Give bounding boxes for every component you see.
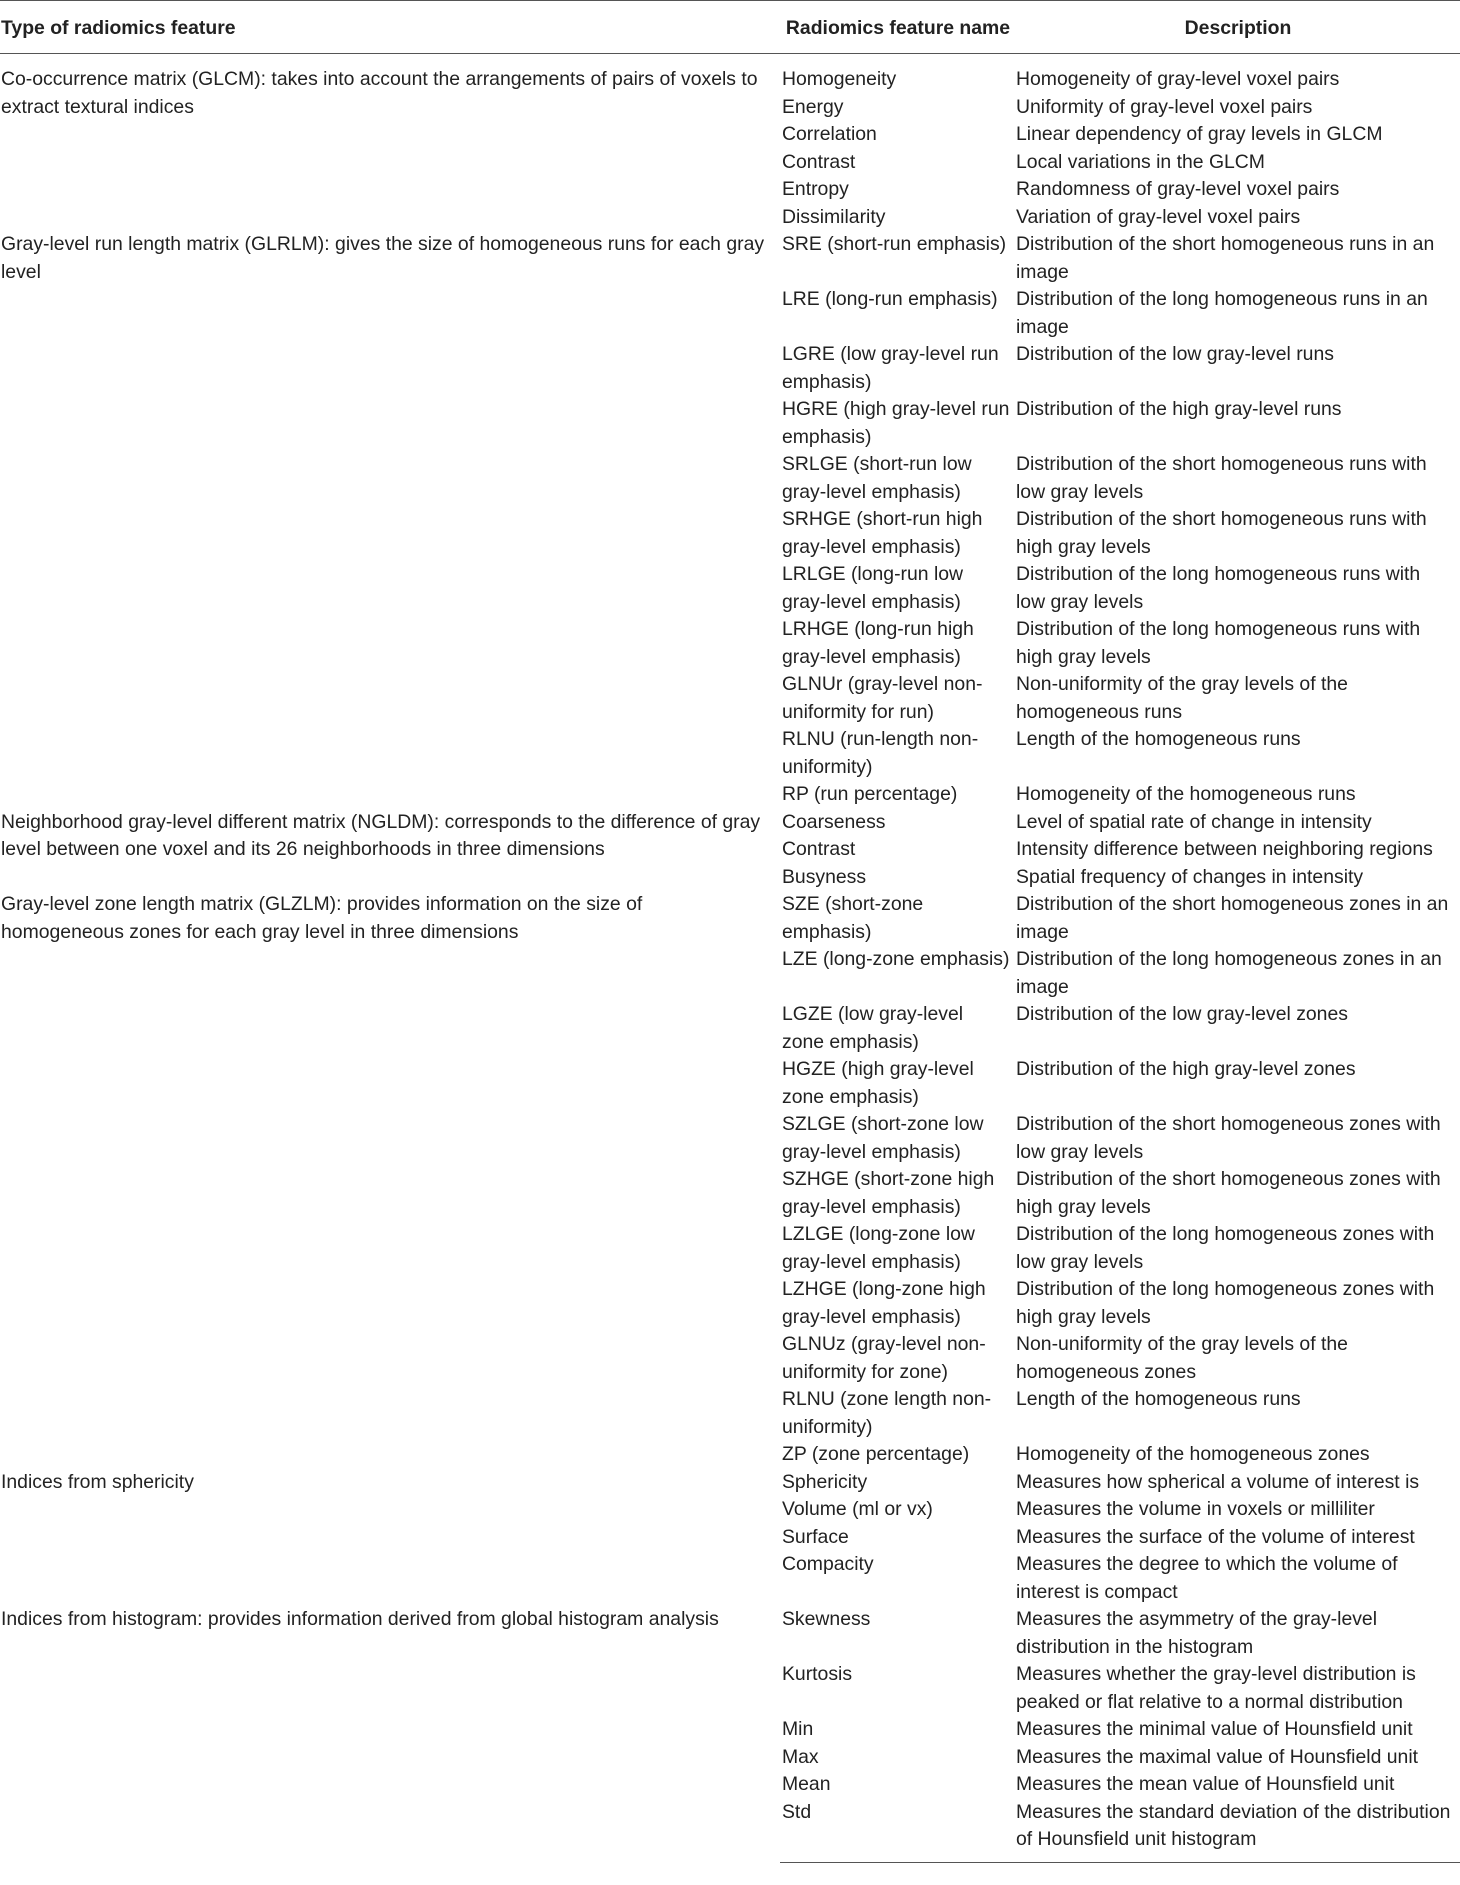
- table-row: [0, 54, 1460, 94]
- feature-name-cell: RLNU (run-length non-uniformity): [782, 728, 979, 778]
- feature-description-cell: Distribution of the short homogeneous runs with high gray levels: [1016, 508, 1427, 558]
- table-row: [0, 1606, 1460, 1661]
- feature-name-cell: LZE (long-zone emphasis): [782, 948, 1010, 970]
- feature-name-cell: Correlation: [782, 123, 877, 145]
- feature-description-cell: Variation of gray-level voxel pairs: [1016, 205, 1301, 228]
- feature-description-cell: Level of spatial rate of change in intensity: [1016, 810, 1372, 833]
- feature-description-cell: Non-uniformity of the gray levels of the homogeneous zones: [1016, 1333, 1348, 1383]
- feature-name-cell: Max: [782, 1745, 819, 1768]
- feature-description-cell: Length of the homogeneous runs: [1016, 728, 1301, 750]
- feature-description-cell: Measures whether the gray-level distribution is peaked or flat relative to a normal distribution: [1016, 1663, 1416, 1713]
- feature-description-cell: Distribution of the short homogeneous runs with low gray levels: [1016, 453, 1427, 503]
- table-row: [0, 809, 1460, 837]
- feature-name-cell: Std: [780, 1799, 1016, 1863]
- table-row: [0, 231, 1460, 286]
- feature-name-cell: SZE (short-zone emphasis): [782, 893, 924, 943]
- feature-description-cell: Randomness of gray-level voxel pairs: [1016, 178, 1340, 200]
- feature-description-cell: Non-uniformity of the gray levels of the homogeneous runs: [1016, 673, 1348, 723]
- feature-name-cell: SZLGE (short-zone low gray-level emphasis): [782, 1113, 984, 1163]
- feature-type-cell: Co-occurrence matrix (GLCM): takes into account the arrangements of pairs of voxels to extract textural indices: [1, 68, 758, 118]
- feature-name-cell: Contrast: [782, 150, 856, 173]
- feature-description-cell: Distribution of the long homogeneous zones with high gray levels: [1016, 1278, 1435, 1328]
- feature-name-cell: Dissimilarity: [782, 205, 886, 228]
- feature-name-cell: RP (run percentage): [782, 783, 958, 805]
- feature-name-cell: LZLGE (long-zone low gray-level emphasis): [782, 1223, 975, 1273]
- feature-name-cell: Surface: [782, 1525, 849, 1548]
- feature-name-cell: HGZE (high gray-level zone emphasis): [782, 1058, 974, 1108]
- feature-description-cell: Distribution of the long homogeneous runs in an image: [1016, 288, 1428, 338]
- feature-name-cell: Coarseness: [782, 810, 886, 833]
- feature-name-cell: Mean: [782, 1773, 831, 1795]
- feature-description-cell: Homogeneity of the homogeneous runs: [1016, 783, 1356, 805]
- feature-name-cell: SRLGE (short-run low gray-level emphasis): [782, 453, 972, 503]
- feature-description-cell: Distribution of the long homogeneous zones with low gray levels: [1016, 1223, 1435, 1273]
- table-row: [0, 891, 1460, 946]
- feature-description-cell: Measures how spherical a volume of interest is: [1016, 1470, 1420, 1493]
- feature-name-cell: Busyness: [782, 865, 867, 888]
- feature-description-cell: Linear dependency of gray levels in GLCM: [1016, 123, 1383, 145]
- feature-name-cell: Entropy: [782, 178, 849, 200]
- feature-description-cell: Length of the homogeneous runs: [1016, 1388, 1301, 1410]
- feature-description-cell: Homogeneity of the homogeneous zones: [1016, 1443, 1370, 1465]
- feature-description-cell: Distribution of the short homogeneous zones with high gray levels: [1016, 1168, 1441, 1218]
- feature-description-cell: Measures the mean value of Hounsfield unit: [1016, 1773, 1395, 1795]
- feature-type-cell: Neighborhood gray-level different matrix (NGLDM): corresponds to the difference of gray level between one voxel and its 26 neighborhoods in three dimensions: [1, 810, 761, 860]
- feature-description-cell: Distribution of the long homogeneous zones in an image: [1016, 948, 1442, 998]
- feature-description-cell: Measures the volume in voxels or milliliter: [1016, 1498, 1375, 1520]
- feature-name-cell: Skewness: [782, 1608, 871, 1630]
- feature-description-cell: Distribution of the long homogeneous runs with high gray levels: [1016, 618, 1421, 668]
- feature-type-cell: Indices from histogram: provides information derived from global histogram analysis: [1, 1608, 719, 1630]
- header-row: [0, 1, 1460, 54]
- feature-name-cell: SZHGE (short-zone high gray-level emphasis): [782, 1168, 995, 1218]
- header-type: Type of radiomics feature: [0, 1, 780, 54]
- feature-description-cell: Distribution of the low gray-level zones: [1016, 1003, 1348, 1025]
- table-header: [0, 1, 1460, 54]
- feature-description-cell: Distribution of the high gray-level zones: [1016, 1058, 1356, 1080]
- feature-name-cell: LZHGE (long-zone high gray-level emphasis): [782, 1278, 986, 1328]
- feature-description-cell: Measures the degree to which the volume of interest is compact: [1016, 1553, 1398, 1603]
- feature-type-cell: Gray-level run length matrix (GLRLM): gives the size of homogeneous runs for each gray level: [1, 233, 765, 283]
- header-feature-name: Radiomics feature name: [780, 1, 1016, 54]
- feature-description-cell: Measures the maximal value of Hounsfield unit: [1016, 1745, 1419, 1768]
- feature-name-cell: HGRE (high gray-level run emphasis): [782, 398, 1010, 448]
- feature-name-cell: GLNUz (gray-level non-uniformity for zone): [782, 1333, 986, 1383]
- feature-description-cell: Distribution of the low gray-level runs: [1016, 343, 1334, 365]
- feature-description-cell: Intensity difference between neighboring regions: [1016, 838, 1433, 860]
- feature-name-cell: RLNU (zone length non-uniformity): [782, 1388, 992, 1438]
- feature-name-cell: Kurtosis: [782, 1663, 853, 1685]
- feature-name-cell: LRLGE (long-run low gray-level emphasis): [782, 563, 964, 613]
- feature-name-cell: Min: [782, 1718, 814, 1740]
- feature-description-cell: Distribution of the short homogeneous runs in an image: [1016, 233, 1435, 283]
- feature-name-cell: Sphericity: [782, 1470, 868, 1493]
- feature-name-cell: GLNUr (gray-level non-uniformity for run): [782, 673, 983, 723]
- feature-description-cell: Local variations in the GLCM: [1016, 150, 1265, 173]
- feature-description-cell: Spatial frequency of changes in intensity: [1016, 865, 1364, 888]
- feature-description-cell: Distribution of the long homogeneous runs with low gray levels: [1016, 563, 1421, 613]
- feature-name-cell: Energy: [782, 95, 844, 118]
- feature-description-cell: Measures the minimal value of Hounsfield unit: [1016, 1718, 1413, 1740]
- feature-name-cell: Compacity: [782, 1553, 874, 1575]
- feature-name-cell: ZP (zone percentage): [782, 1443, 970, 1465]
- feature-name-cell: SRHGE (short-run high gray-level emphasis): [782, 508, 983, 558]
- feature-name-cell: LRHGE (long-run high gray-level emphasis): [782, 618, 974, 668]
- feature-description-cell: Distribution of the short homogeneous zones in an image: [1016, 893, 1449, 943]
- feature-type-cell: Indices from sphericity: [1, 1470, 194, 1493]
- table-body: [0, 54, 1460, 1863]
- feature-name-cell: LRE (long-run emphasis): [782, 288, 998, 310]
- feature-description-cell: Distribution of the short homogeneous zones with low gray levels: [1016, 1113, 1441, 1163]
- feature-name-cell: SRE (short-run emphasis): [782, 233, 1007, 255]
- feature-name-cell: LGZE (low gray-level zone emphasis): [782, 1003, 964, 1053]
- feature-description-cell: Measures the standard deviation of the distribution of Hounsfield unit histogram: [1016, 1799, 1460, 1863]
- feature-name-cell: LGRE (low gray-level run emphasis): [782, 343, 999, 393]
- feature-description-cell: Distribution of the high gray-level runs: [1016, 398, 1342, 420]
- feature-description-cell: Uniformity of gray-level voxel pairs: [1016, 95, 1313, 118]
- feature-name-cell: Homogeneity: [782, 68, 897, 90]
- feature-name-cell: Contrast: [782, 838, 856, 860]
- feature-description-cell: Homogeneity of gray-level voxel pairs: [1016, 68, 1340, 90]
- table-row: [0, 1469, 1460, 1497]
- header-description: Description: [1016, 1, 1460, 54]
- feature-name-cell: Volume (ml or vx): [782, 1498, 933, 1520]
- feature-type-cell: Gray-level zone length matrix (GLZLM): provides information on the size of homogeneous zones for each gray level in three dimensions: [1, 893, 643, 943]
- feature-description-cell: Measures the asymmetry of the gray-level distribution in the histogram: [1016, 1608, 1378, 1658]
- feature-description-cell: Measures the surface of the volume of interest: [1016, 1525, 1415, 1548]
